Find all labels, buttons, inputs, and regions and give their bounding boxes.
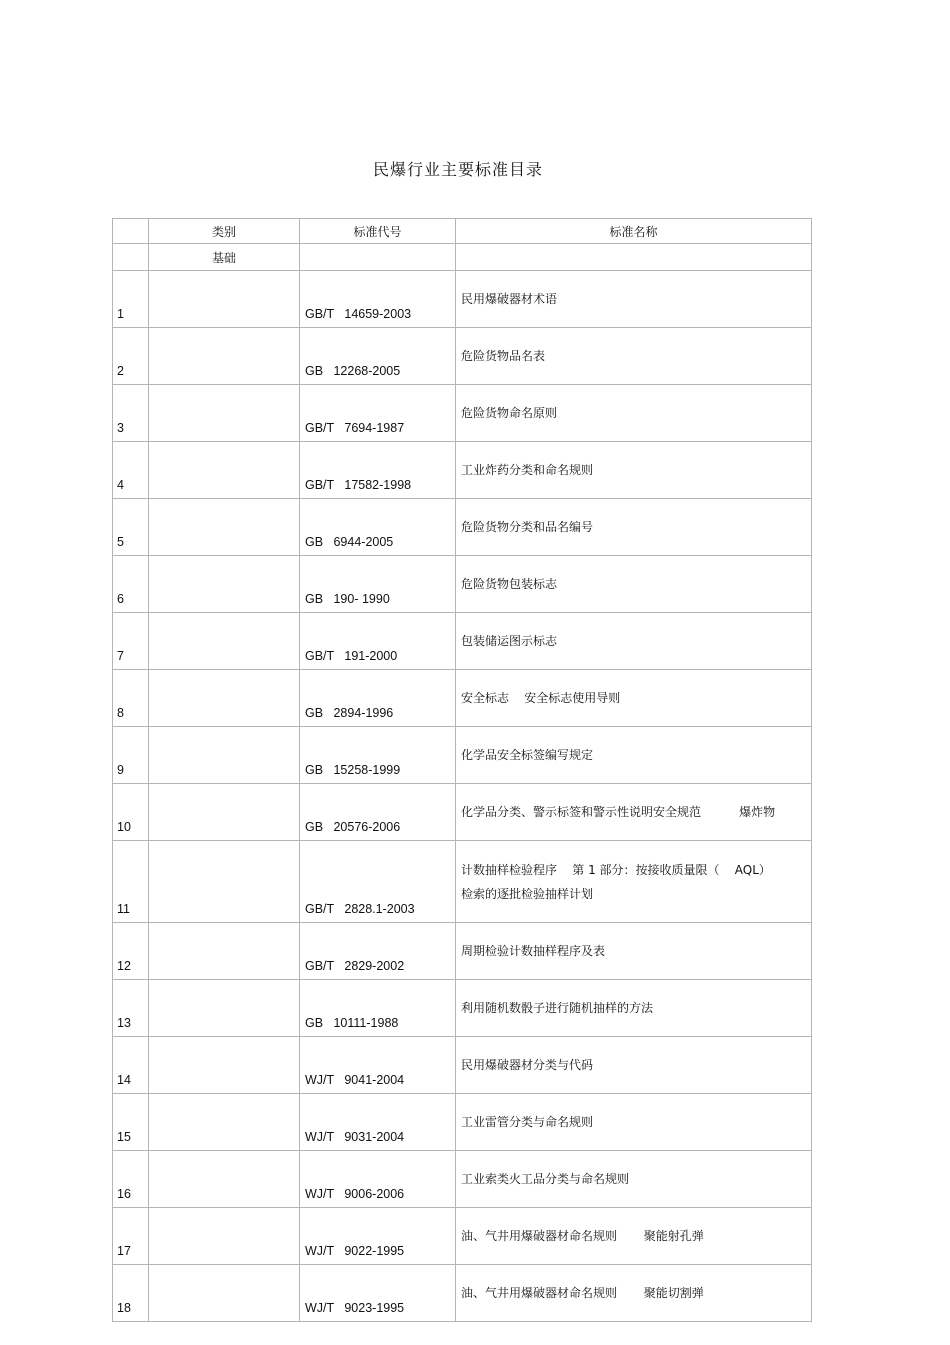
standard-code: GB/T 2828.1-2003 xyxy=(300,841,456,923)
standard-name: 化学品分类、警示标签和警示性说明安全规范 爆炸物 xyxy=(456,784,812,841)
standard-code: GB/T 17582-1998 xyxy=(300,442,456,499)
standard-code: WJ/T 9023-1995 xyxy=(300,1265,456,1322)
row-category xyxy=(149,328,300,385)
row-category xyxy=(149,271,300,328)
standard-name: 安全标志 安全标志使用导则 xyxy=(456,670,812,727)
row-number: 18 xyxy=(113,1265,149,1322)
row-number: 9 xyxy=(113,727,149,784)
header-code: 标准代号 xyxy=(300,219,456,244)
table-row xyxy=(113,385,812,442)
standard-code: WJ/T 9022-1995 xyxy=(300,1208,456,1265)
row-number: 4 xyxy=(113,442,149,499)
table-row xyxy=(113,1037,812,1094)
category-num-cell xyxy=(113,244,149,271)
row-category xyxy=(149,1208,300,1265)
header-num xyxy=(113,219,149,244)
table-row xyxy=(113,613,812,670)
row-number: 12 xyxy=(113,923,149,980)
standard-code: GB 20576-2006 xyxy=(300,784,456,841)
standard-code: GB 15258-1999 xyxy=(300,727,456,784)
row-category xyxy=(149,923,300,980)
table-row xyxy=(113,923,812,980)
standard-code: GB/T 191-2000 xyxy=(300,613,456,670)
standard-name: 油、气井用爆破器材命名规则 聚能切割弹 xyxy=(456,1265,812,1322)
standard-name: 工业索类火工品分类与命名规则 xyxy=(456,1151,812,1208)
row-category xyxy=(149,385,300,442)
row-category xyxy=(149,1265,300,1322)
category-name-cell xyxy=(456,244,812,271)
row-number: 3 xyxy=(113,385,149,442)
row-category xyxy=(149,727,300,784)
standard-code: GB 6944-2005 xyxy=(300,499,456,556)
standard-name: 工业雷管分类与命名规则 xyxy=(456,1094,812,1151)
row-category xyxy=(149,499,300,556)
standard-code: GB 12268-2005 xyxy=(300,328,456,385)
table-row xyxy=(113,670,812,727)
row-number: 17 xyxy=(113,1208,149,1265)
standard-name: 危险货物品名表 xyxy=(456,328,812,385)
document-title: 民爆行业主要标准目录 xyxy=(372,160,543,179)
category-row xyxy=(113,244,812,271)
row-number: 6 xyxy=(113,556,149,613)
table-row xyxy=(113,784,812,841)
standard-name: 包装储运图示标志 xyxy=(456,613,812,670)
row-number: 8 xyxy=(113,670,149,727)
row-category xyxy=(149,670,300,727)
row-category xyxy=(149,841,300,923)
table-row xyxy=(113,328,812,385)
table-header-row xyxy=(113,219,812,244)
row-number: 11 xyxy=(113,841,149,923)
header-name: 标准名称 xyxy=(456,219,812,244)
standard-name: 民用爆破器材分类与代码 xyxy=(456,1037,812,1094)
standard-name: 利用随机数骰子进行随机抽样的方法 xyxy=(456,980,812,1037)
row-number: 13 xyxy=(113,980,149,1037)
table-row xyxy=(113,1265,812,1322)
table-row xyxy=(113,1208,812,1265)
standard-name: 周期检验计数抽样程序及表 xyxy=(456,923,812,980)
row-number: 2 xyxy=(113,328,149,385)
row-number: 1 xyxy=(113,271,149,328)
standard-name: 危险货物分类和品名编号 xyxy=(456,499,812,556)
standard-code: WJ/T 9006-2006 xyxy=(300,1151,456,1208)
table-row xyxy=(113,1094,812,1151)
standard-name: 危险货物命名原则 xyxy=(456,385,812,442)
standard-name: 油、气井用爆破器材命名规则 聚能射孔弹 xyxy=(456,1208,812,1265)
row-category xyxy=(149,442,300,499)
row-number: 16 xyxy=(113,1151,149,1208)
standard-code: GB 190- 1990 xyxy=(300,556,456,613)
standard-name: 民用爆破器材术语 xyxy=(456,271,812,328)
row-number: 7 xyxy=(113,613,149,670)
row-category xyxy=(149,1151,300,1208)
table-row xyxy=(113,841,812,923)
category-code-cell xyxy=(300,244,456,271)
header-category: 类别 xyxy=(149,219,300,244)
table-row xyxy=(113,271,812,328)
row-number: 14 xyxy=(113,1037,149,1094)
table-row xyxy=(113,1151,812,1208)
standard-code: WJ/T 9031-2004 xyxy=(300,1094,456,1151)
category-label: 基础 xyxy=(149,244,300,271)
row-category xyxy=(149,784,300,841)
standards-table xyxy=(112,218,812,1322)
standard-name: 计数抽样检验程序 第 1 部分：按接收质量限（ AQL） 检索的逐批检验抽样计划 xyxy=(456,841,812,923)
row-number: 5 xyxy=(113,499,149,556)
table-row xyxy=(113,442,812,499)
standard-code: GB/T 2829-2002 xyxy=(300,923,456,980)
row-category xyxy=(149,556,300,613)
row-category xyxy=(149,1037,300,1094)
row-number: 15 xyxy=(113,1094,149,1151)
table-row xyxy=(113,556,812,613)
table-row xyxy=(113,980,812,1037)
standard-code: GB 10111-1988 xyxy=(300,980,456,1037)
table-row xyxy=(113,499,812,556)
standard-name: 工业炸药分类和命名规则 xyxy=(456,442,812,499)
standard-name: 化学品安全标签编写规定 xyxy=(456,727,812,784)
row-number: 10 xyxy=(113,784,149,841)
standard-code: GB 2894-1996 xyxy=(300,670,456,727)
standard-code: GB/T 14659-2003 xyxy=(300,271,456,328)
table-row xyxy=(113,727,812,784)
standard-code: WJ/T 9041-2004 xyxy=(300,1037,456,1094)
standard-name: 危险货物包装标志 xyxy=(456,556,812,613)
row-category xyxy=(149,613,300,670)
standard-code: GB/T 7694-1987 xyxy=(300,385,456,442)
row-category xyxy=(149,980,300,1037)
row-category xyxy=(149,1094,300,1151)
